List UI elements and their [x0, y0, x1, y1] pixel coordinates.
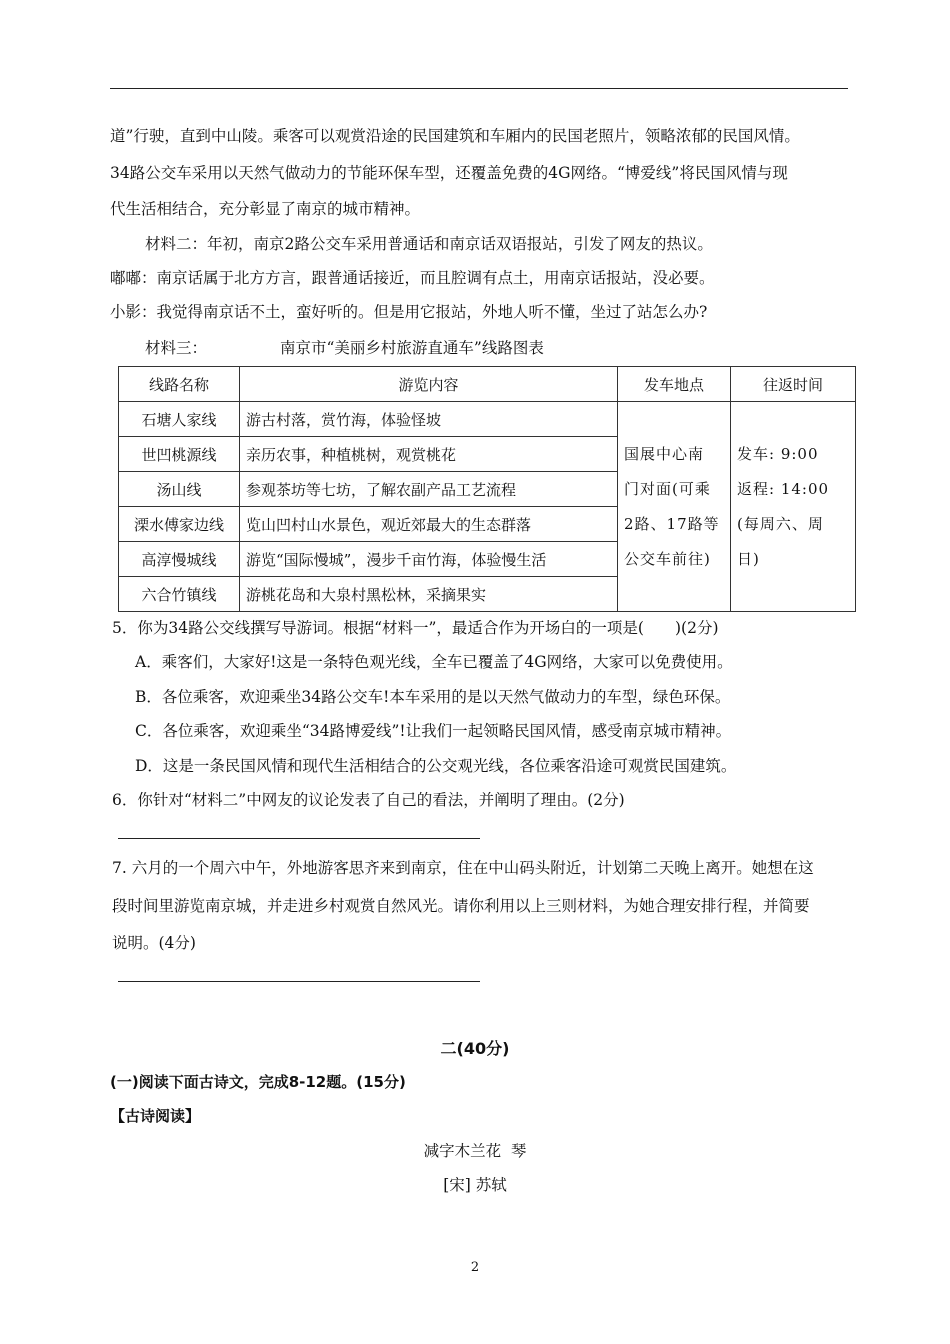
route-name: 世凹桃源线 [119, 437, 240, 472]
route-content: 游古村落，赏竹海，体验怪坡 [240, 402, 618, 437]
material-one-line-1: 道”行驶，直到中山陵。乘客可以观赏沿途的民国建筑和车厢内的民国老照片，领略浓郁的民国风情。 [110, 127, 800, 145]
header-time: 往返时间 [731, 367, 856, 402]
poem-title: 减字木兰花 琴 [423, 1142, 527, 1160]
round-trip-time [731, 402, 856, 612]
header-rule [110, 88, 848, 89]
header-location: 发车地点 [618, 367, 731, 402]
question-5-option-a: A．乘客们，大家好!这是一条特色观光线，全车已覆盖了4G网络，大家可以免费使用。 [135, 653, 733, 671]
route-content: 游览“国际慢城”，漫步千亩竹海，体验慢生活 [240, 542, 618, 577]
route-name: 溧水傅家边线 [119, 507, 240, 542]
page-number: 2 [470, 1260, 480, 1275]
route-name: 高淳慢城线 [119, 542, 240, 577]
table-title: 南京市“美丽乡村旅游直通车”线路图表 [280, 339, 544, 357]
departure-location [618, 402, 731, 612]
question-5-stem: 5．你为34路公交线撰写导游词。根据“材料一”，最适合作为开场白的一项是( )(2分) [112, 619, 719, 637]
location-line: 公交车前往) [624, 549, 711, 568]
question-5-option-c: C．各位乘客，欢迎乘坐“34路博爱线”!让我们一起领略民国风情，感受南京城市精神。 [135, 722, 732, 740]
material-three-label: 材料三： [145, 339, 208, 357]
section-two-title: 二(40分) [440, 1039, 510, 1058]
answer-blank-7[interactable] [118, 981, 480, 982]
poetry-label: 【古诗阅读】 [110, 1107, 201, 1125]
route-content: 览山凹村山水景色，观近郊最大的生态群落 [240, 507, 618, 542]
time-line: 发车: 9:00 [737, 444, 819, 463]
material-two-intro: 材料二：年初，南京2路公交车采用普通话和南京话双语报站，引发了网友的热议。 [145, 235, 713, 253]
route-name: 石塘人家线 [119, 402, 240, 437]
location-line: 2路、17路等 [624, 514, 720, 533]
location-line: 门对面(可乘 [624, 479, 711, 498]
route-name: 汤山线 [119, 472, 240, 507]
route-content: 游桃花岛和大泉村黑松林，采摘果实 [240, 577, 618, 612]
table-header-row [119, 367, 856, 402]
header-content: 游览内容 [240, 367, 618, 402]
material-one-line-3: 代生活相结合，充分彰显了南京的城市精神。 [110, 200, 421, 218]
question-7-line-1: 7. 六月的一个周六中午，外地游客思齐来到南京，住在中山码头附近，计划第二天晚上离开。她想在这 [112, 859, 814, 877]
location-line: 国展中心南 [624, 444, 705, 463]
time-line: 返程: 14:00 [737, 479, 830, 498]
route-name: 六合竹镇线 [119, 577, 240, 612]
route-content: 亲历农事，种植桃树，观赏桃花 [240, 437, 618, 472]
section-two-part-one: (一)阅读下面古诗文，完成8-12题。(15分) [110, 1073, 406, 1091]
time-line: (每周六、周 [737, 514, 824, 533]
time-line: 日) [737, 549, 760, 568]
question-5-option-b: B．各位乘客，欢迎乘坐34路公交车!本车采用的是以天然气做动力的车型，绿色环保。 [135, 688, 731, 706]
question-5-option-d: D．这是一条民国风情和现代生活相结合的公交观光线，各位乘客沿途可观赏民国建筑。 [135, 757, 737, 775]
question-6-stem: 6．你针对“材料二”中网友的议论发表了自己的看法，并阐明了理由。(2分) [112, 791, 625, 809]
route-table [118, 366, 856, 612]
question-7-line-2: 段时间里游览南京城，并走进乡村观赏自然风光。请你利用以上三则材料，为她合理安排行程，并简要 [112, 897, 810, 915]
comment-xiaoying: 小影：我觉得南京话不土，蛮好听的。但是用它报站，外地人听不懂，坐过了站怎么办? [110, 303, 708, 321]
table-row [119, 402, 856, 437]
answer-blank-6[interactable] [118, 838, 480, 839]
poem-author: [宋] 苏轼 [443, 1176, 507, 1194]
header-route-name: 线路名称 [119, 367, 240, 402]
material-one-line-2: 34路公交车采用以天然气做动力的节能环保车型，还覆盖免费的4G网络。“博爱线”将民国风情与现 [110, 164, 788, 182]
route-content: 参观茶坊等七坊，了解农副产品工艺流程 [240, 472, 618, 507]
question-7-line-3: 说明。(4分) [112, 934, 196, 952]
comment-dudu: 嘟嘟：南京话属于北方方言，跟普通话接近，而且腔调有点土，用南京话报站，没必要。 [110, 269, 715, 287]
